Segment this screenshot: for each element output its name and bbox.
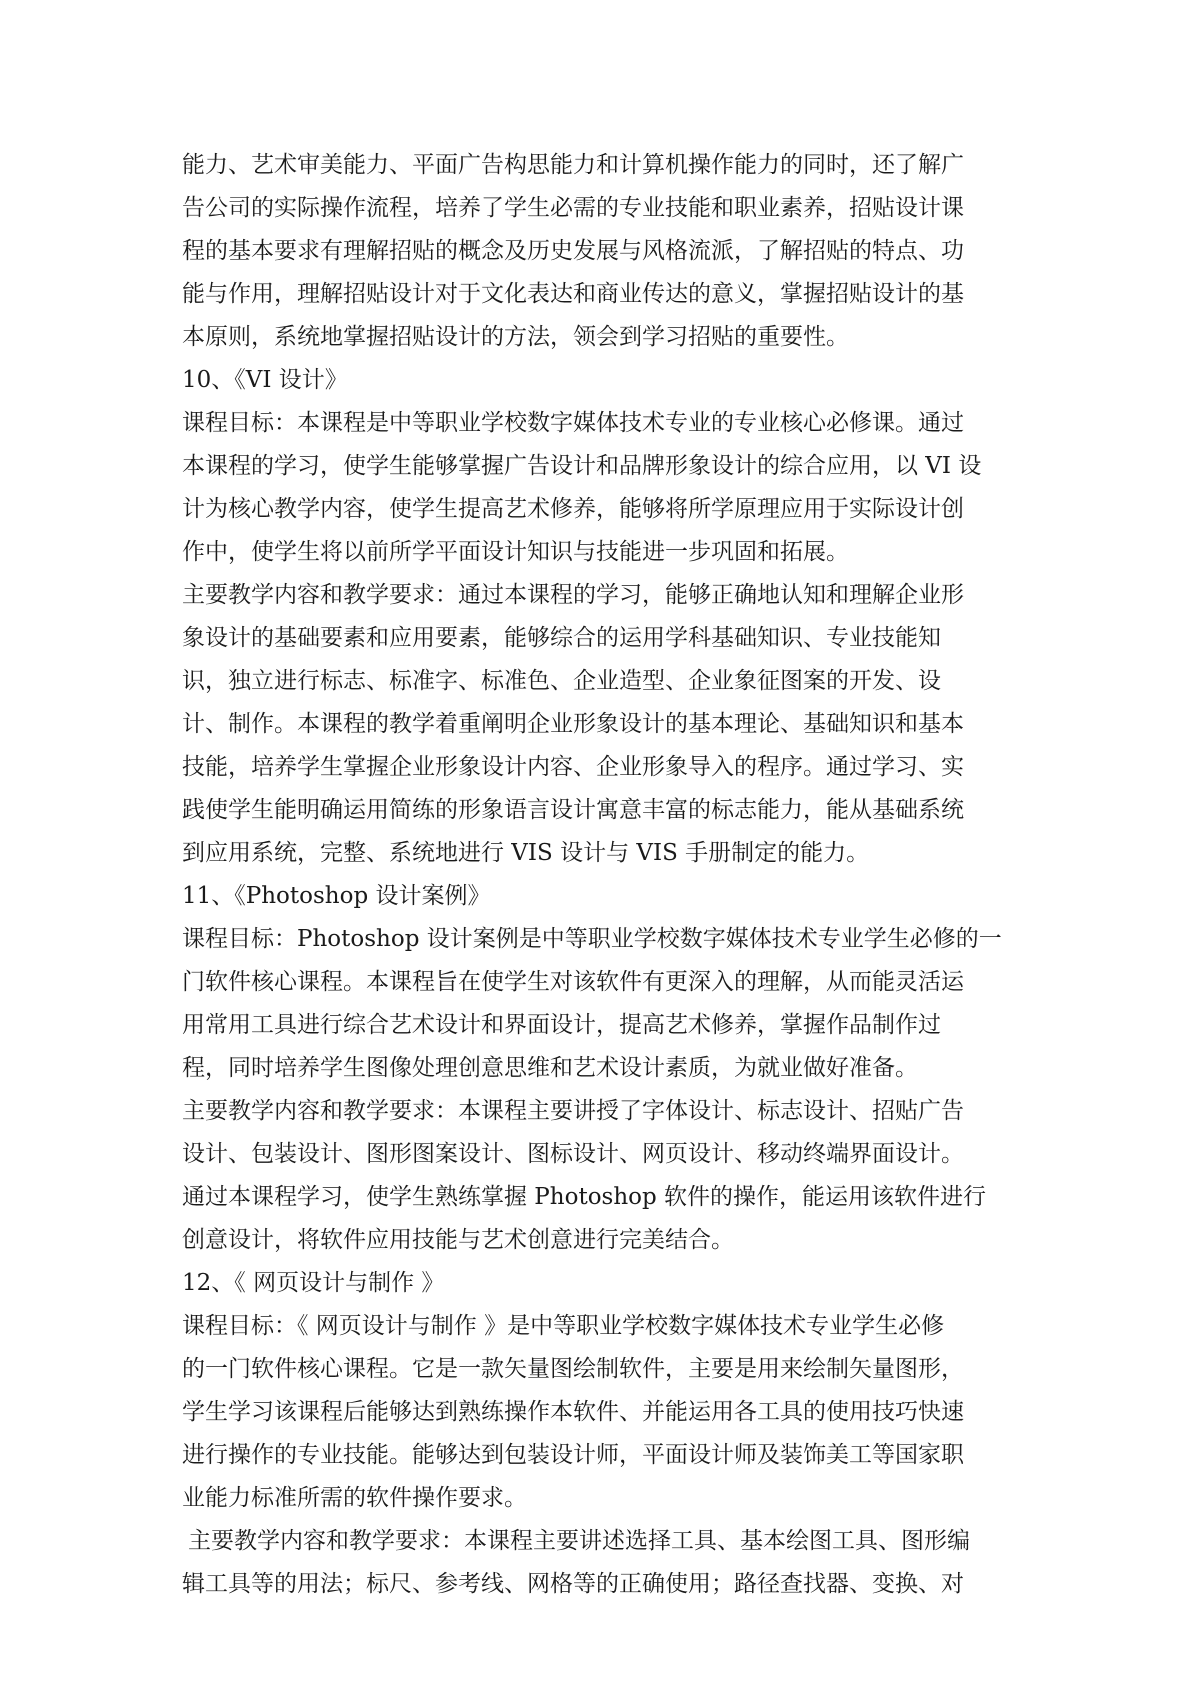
text-line: 通过本课程学习，使学生熟练掌握 Photoshop 软件的操作，能运用该软件进行 [182, 1184, 987, 1210]
section-heading-web-design: 12、《 网页设计与制作 》 [182, 1270, 445, 1296]
text-line: 本课程的学习，使学生能够掌握广告设计和品牌形象设计的综合应用，以 VI 设 [182, 453, 982, 479]
text-line: 辑工具等的用法；标尺、参考线、网格等的正确使用；路径查找器、变换、对 [182, 1571, 964, 1597]
section-heading-vi-design: 10、《VI 设计》 [182, 367, 348, 393]
text-line: 程，同时培养学生图像处理创意思维和艺术设计素质，为就业做好准备。 [182, 1055, 918, 1081]
text-line: 的一门软件核心课程。它是一款矢量图绘制软件，主要是用来绘制矢量图形， [182, 1356, 964, 1382]
text-line: 本原则，系统地掌握招贴设计的方法，领会到学习招贴的重要性。 [182, 324, 849, 350]
text-line: 进行操作的专业技能。能够达到包装设计师，平面设计师及装饰美工等国家职 [182, 1442, 964, 1468]
text-line: 计、制作。本课程的教学着重阐明企业形象设计的基本理论、基础知识和基本 [182, 711, 964, 737]
text-line: 到应用系统，完整、系统地进行 VIS 设计与 VIS 手册制定的能力。 [182, 840, 870, 866]
text-line: 设计、包装设计、图形图案设计、图标设计、网页设计、移动终端界面设计。 [182, 1141, 964, 1167]
body-text [182, 144, 1030, 1606]
text-line: 技能，培养学生掌握企业形象设计内容、企业形象导入的程序。通过学习、实 [182, 754, 964, 780]
text-line: 践使学生能明确运用简练的形象语言设计寓意丰富的标志能力，能从基础系统 [182, 797, 964, 823]
text-line: 学生学习该课程后能够达到熟练操作本软件、并能运用各工具的使用技巧快速 [182, 1399, 964, 1425]
text-line: 程的基本要求有理解招贴的概念及历史发展与风格流派，了解招贴的特点、功 [182, 238, 964, 264]
text-line: 用常用工具进行综合艺术设计和界面设计，提高艺术修养，掌握作品制作过 [182, 1012, 941, 1038]
text-line: 课程目标：本课程是中等职业学校数字媒体技术专业的专业核心必修课。通过 [182, 410, 964, 436]
text-line: 计为核心教学内容，使学生提高艺术修养，能够将所学原理应用于实际设计创 [182, 496, 964, 522]
text-line: 课程目标：《 网页设计与制作 》是中等职业学校数字媒体技术专业学生必修 [182, 1313, 945, 1339]
text-line: 主要教学内容和教学要求：本课程主要讲授了字体设计、标志设计、招贴广告 [182, 1098, 964, 1124]
text-line: 课程目标：Photoshop 设计案例是中等职业学校数字媒体技术专业学生必修的一 [182, 926, 1002, 952]
text-line: 作中，使学生将以前所学平面设计知识与技能进一步巩固和拓展。 [182, 539, 849, 565]
section-heading-photoshop: 11、《Photoshop 设计案例》 [182, 883, 491, 909]
text-line: 象设计的基础要素和应用要素，能够综合的运用学科基础知识、专业技能知 [182, 625, 941, 651]
text-line: 主要教学内容和教学要求：通过本课程的学习，能够正确地认知和理解企业形 [182, 582, 964, 608]
text-line: 告公司的实际操作流程，培养了学生必需的专业技能和职业素养，招贴设计课 [182, 195, 964, 221]
text-line: 能与作用，理解招贴设计对于文化表达和商业传达的意义，掌握招贴设计的基 [182, 281, 964, 307]
text-line: 主要教学内容和教学要求：本课程主要讲述选择工具、基本绘图工具、图形编 [188, 1528, 970, 1554]
text-line: 门软件核心课程。本课程旨在使学生对该软件有更深入的理解，从而能灵活运 [182, 969, 964, 995]
text-line: 能力、艺术审美能力、平面广告构思能力和计算机操作能力的同时，还了解广 [182, 152, 964, 178]
text-line: 业能力标准所需的软件操作要求。 [182, 1485, 527, 1511]
text-line: 识，独立进行标志、标准字、标准色、企业造型、企业象征图案的开发、设 [182, 668, 941, 694]
text-line: 创意设计，将软件应用技能与艺术创意进行完美结合。 [182, 1227, 734, 1253]
